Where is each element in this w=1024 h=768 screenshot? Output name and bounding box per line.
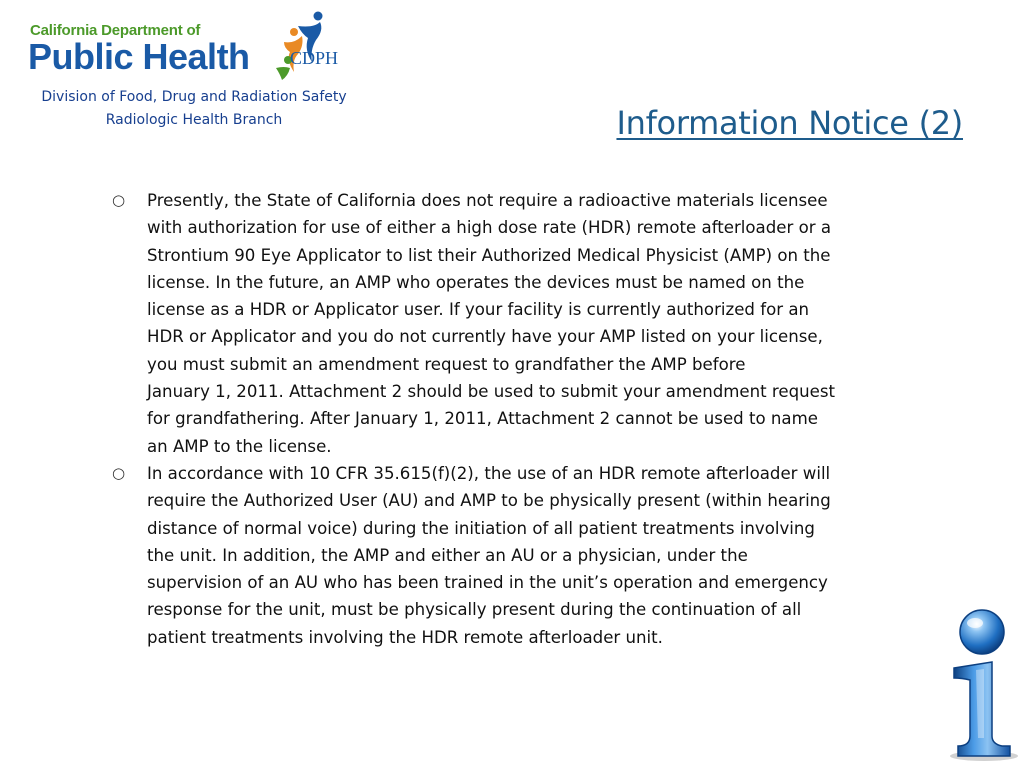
notice-item-2	[112, 460, 914, 651]
cdph-logo	[28, 6, 358, 84]
item2-line: response for the unit, must be physically present during the continuation of all	[147, 600, 802, 620]
item1-line: license as a HDR or Applicator user. If your facility is currently authorized for an	[147, 300, 809, 320]
item1-line: Presently, the State of California does not require a radioactive materials licensee	[147, 191, 828, 210]
notice-list	[112, 187, 914, 651]
notice-item-1	[112, 187, 914, 460]
slide-title: Information Notice (2)	[616, 104, 963, 142]
division-line-1: Division of Food, Drug and Radiation Safety	[41, 89, 347, 105]
cdph-figures-icon	[254, 6, 358, 82]
bullet-circle-icon: ○	[112, 463, 126, 482]
item2-line: distance of normal voice) during the initiation of all patient treatments involving	[147, 518, 815, 538]
item1-line: Strontium 90 Eye Applicator to list their Authorized Medical Physicist (AMP) on the	[147, 245, 831, 265]
item2-line: In accordance with 10 CFR 35.615(f)(2), the use of an HDR remote afterloader will	[147, 463, 831, 483]
bullet-circle-icon: ○	[112, 191, 126, 209]
division-line-2: Radiologic Health Branch	[105, 112, 283, 128]
division-header	[0, 86, 388, 132]
item1-line: January 1, 2011. Attachment 2 should be used to submit your amendment request	[147, 382, 836, 402]
item2-line: patient treatments involving the HDR remote afterloader unit.	[147, 627, 663, 647]
logo-line1: California Department of	[30, 22, 201, 39]
cdph-mark-text: CDPH	[290, 48, 339, 68]
item1-line: you must submit an amendment request to grandfather the AMP before	[147, 354, 746, 374]
item2-line: the unit. In addition, the AMP and either an AU or a physician, under the	[147, 545, 748, 565]
item1-line: an AMP to the license.	[147, 436, 332, 456]
item1-line: HDR or Applicator and you do not currently have your AMP listed on your license,	[147, 327, 823, 347]
item1-line: for grandfathering. After January 1, 2011, Attachment 2 cannot be used to name	[147, 409, 818, 429]
logo-line2: Public Health	[28, 36, 250, 77]
item1-line: license. In the future, an AMP who operates the devices must be named on the	[147, 272, 805, 292]
item1-line: with authorization for use of either a high dose rate (HDR) remote afterloader or a	[147, 218, 831, 238]
item2-line: supervision of an AU who has been trained in the unit’s operation and emergency	[147, 573, 828, 593]
info-icon	[940, 606, 1020, 762]
item2-line: require the Authorized User (AU) and AMP to be physically present (within hearing	[147, 491, 831, 511]
